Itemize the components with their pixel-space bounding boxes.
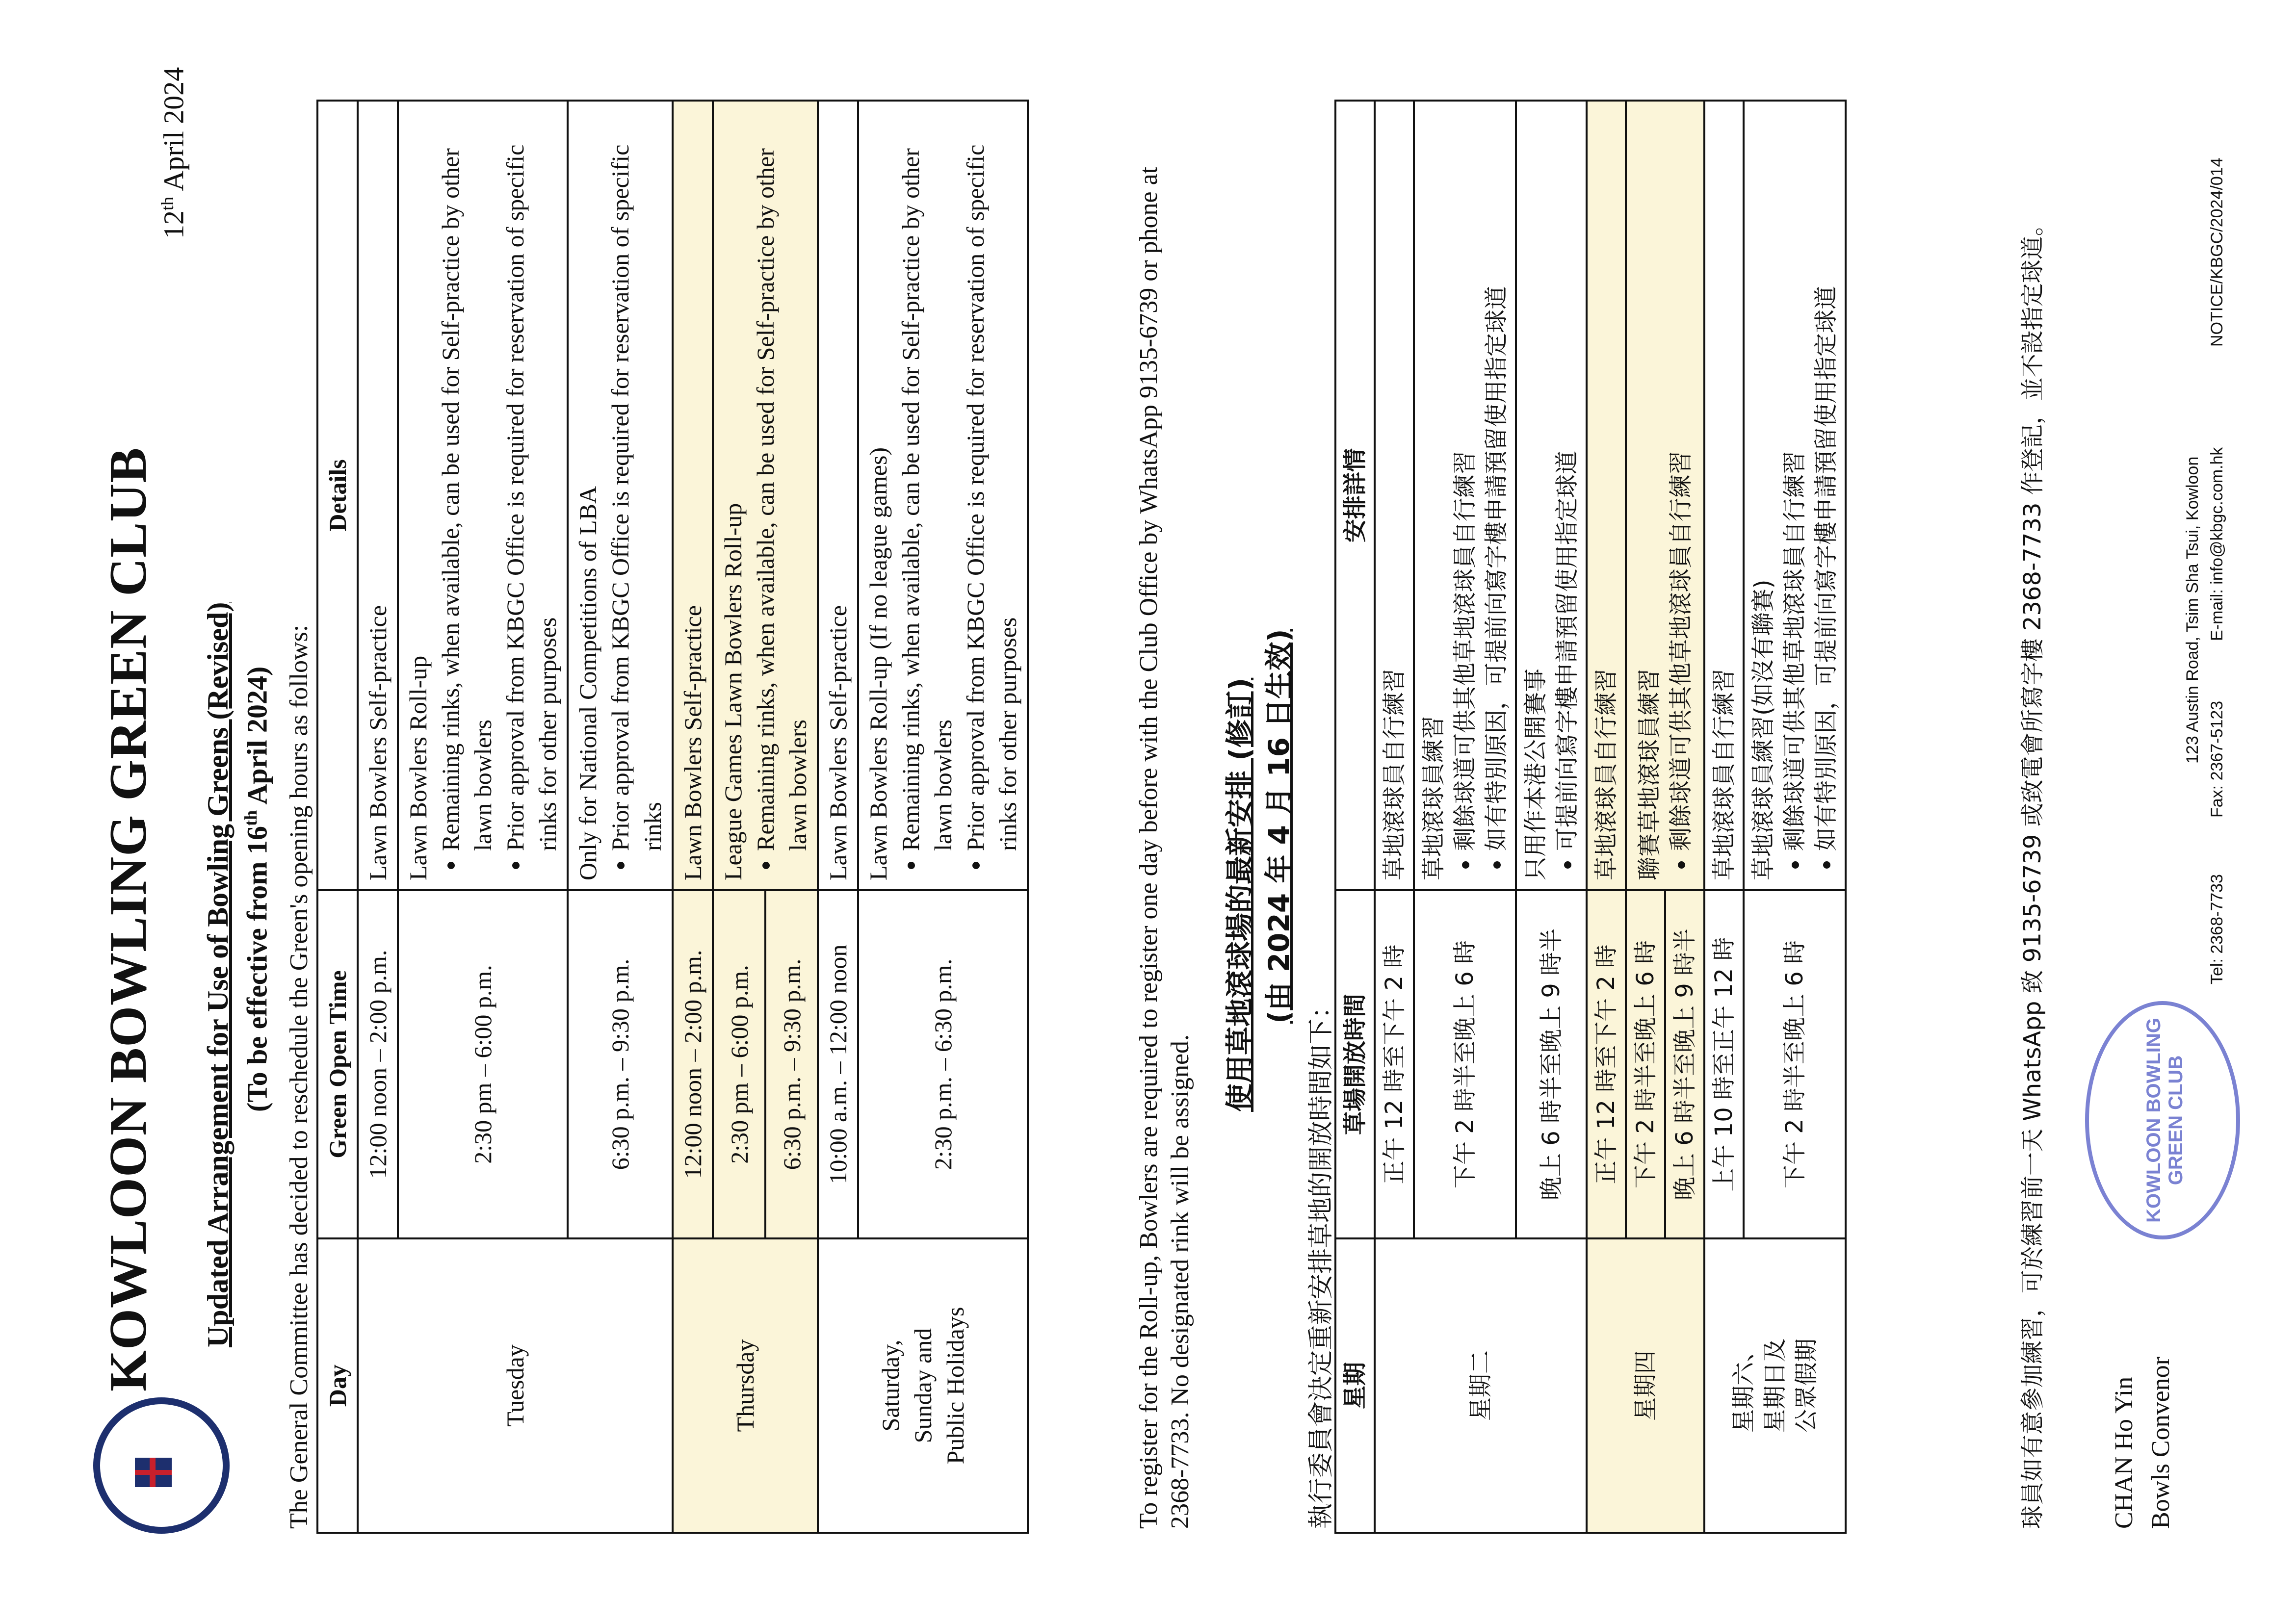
time-cell: 10:00 a.m. – 12:00 noon [818, 890, 858, 1238]
details-title: League Games Lawn Bowlers Roll-up [719, 503, 747, 880]
day-weekend [818, 1238, 1028, 1533]
details-title: Only for National Competitions of LBA [574, 486, 601, 880]
table-row [1704, 101, 1744, 1533]
list-item: • 剩餘球道可供其他草地滾球員自行練習 [1779, 110, 1810, 851]
time-cell: 12:00 noon – 2:00 p.m. [358, 890, 398, 1238]
details-bullets [1779, 110, 1842, 880]
zh-effective: (由 2024 年 4 月 16 日生效) [1262, 629, 1296, 1024]
date-sup: th [157, 196, 177, 210]
footer-fax: Fax: 2367-5123 [2208, 700, 2226, 818]
details-cell [398, 101, 568, 890]
details-title: 草地滾球員練習 [1420, 715, 1447, 880]
date-rest: April 2024 [157, 67, 190, 197]
date-day: 12 [157, 210, 190, 239]
header-day: Day [317, 1238, 358, 1533]
effective-sup: th [241, 810, 261, 826]
table-row [673, 101, 713, 1533]
time-cell: 2:30 pm – 6:00 p.m. [398, 890, 568, 1238]
table-header-row [317, 101, 358, 1533]
details-title: 聯賽草地滾球員練習 [1636, 668, 1663, 880]
time-cell: 2:30 p.m. – 6:30 p.m. [858, 890, 1028, 1238]
details-cell [1744, 101, 1846, 890]
header-details: 安排詳情 [1335, 101, 1375, 890]
list-item: • Remaining rinks, when available, can be used for Self-practice by other lawn bowlers [749, 110, 814, 851]
list-item: • Remaining rinks, when available, can be used for Self-practice by other lawn bowlers [894, 110, 959, 851]
details-title: Lawn Bowlers Roll-up (If no league games) [864, 447, 892, 880]
header-details: Details [317, 101, 358, 890]
list-item: • 如有特別原因，可提前向寫字樓申請預留使用指定球道 [1481, 110, 1512, 851]
time-cell: 下午 2 時半至晚上 6 時 [1414, 890, 1516, 1238]
list-item: • Prior approval from KBGC Office is required for reservation of specific rinks [604, 110, 669, 851]
day-line: 星期六、 [1730, 1339, 1757, 1433]
time-cell: 下午 2 時半至晚上 6 時 [1744, 890, 1846, 1238]
details-cell [713, 101, 818, 890]
details-bullets [1449, 110, 1512, 880]
details-title: 只用作本港公開賽事 [1522, 668, 1549, 880]
list-item: • 剩餘球道可供其他草地滾球員自行練習 [1449, 110, 1481, 851]
details-cell: Lawn Bowlers Self-practice [358, 101, 398, 890]
details-title: Lawn Bowlers Roll-up [404, 655, 432, 880]
day-thursday: 星期四 [1587, 1238, 1704, 1533]
english-schedule-table [316, 100, 1029, 1534]
time-cell: 6:30 p.m. – 9:30 p.m. [568, 890, 673, 1238]
table-row [818, 101, 858, 1533]
details-cell: 草地滾球員自行練習 [1375, 101, 1414, 890]
details-cell: 草地滾球員自行練習 [1587, 101, 1626, 890]
day-line: Sunday and [909, 1328, 937, 1443]
details-cell [1516, 101, 1587, 890]
header-day: 星期 [1335, 1238, 1375, 1533]
list-item: • Prior approval from KBGC Office is required for reservation of specific rinks for other purposes [499, 110, 564, 851]
footer-email: E-mail: info@kbgc.com.hk [2208, 447, 2226, 641]
zh-intro: 執行委員會決定重新安排草地的開放時間如下： [1306, 993, 1336, 1529]
list-item: • Prior approval from KBGC Office is required for reservation of specific rinks for other purposes [959, 110, 1024, 851]
time-cell: 晚上 6 時半至晚上 9 時半 [1665, 890, 1704, 1238]
details-cell [858, 101, 1028, 890]
zh-title: 使用草地滾球場的最新安排 (修訂) [1223, 677, 1256, 1112]
details-bullets [604, 110, 669, 880]
details-bullets [1665, 110, 1696, 880]
list-item: • 剩餘球道可供其他草地滾球員自行練習 [1665, 110, 1696, 851]
footer-notice: NOTICE/KBGC/2024/014 [2208, 157, 2226, 347]
time-cell: 晚上 6 時半至晚上 9 時半 [1516, 890, 1587, 1238]
time-cell: 2:30 pm – 6:00 p.m. [713, 890, 765, 1238]
effective-post: April 2024) [241, 666, 273, 810]
time-cell: 正午 12 時至下午 2 時 [1587, 890, 1626, 1238]
day-line: Saturday, [877, 1339, 904, 1432]
notice-date [157, 3, 190, 239]
day-line: 星期日及 [1761, 1339, 1789, 1433]
day-weekend [1704, 1238, 1846, 1533]
subtitle: Updated Arrangement for Use of Bowling Greens (Revised) [202, 602, 234, 1347]
details-cell: 草地滾球員自行練習 [1704, 101, 1744, 890]
stamp-text: KOWLOON BOWLING GREEN CLUB [2143, 1018, 2187, 1223]
header-time: Green Open Time [317, 890, 358, 1238]
day-thursday: Thursday [673, 1238, 818, 1533]
effective-date [240, 474, 273, 1112]
details-cell [1414, 101, 1516, 890]
signature-role: Bowls Convenor [2147, 1357, 2175, 1529]
time-cell: 下午 2 時半至晚上 6 時 [1626, 890, 1665, 1238]
chinese-schedule-table [1334, 100, 1847, 1534]
club-stamp [2085, 1001, 2240, 1239]
details-bullets [749, 110, 814, 880]
intro-text: The General Committee has decided to reschedule the Green's opening hours as follows: [285, 624, 313, 1529]
details-cell [568, 101, 673, 890]
details-bullets [894, 110, 1024, 880]
day-line: Public Holidays [941, 1307, 969, 1465]
list-item: • 如有特別原因，可提前向寫字樓申請預留使用指定球道 [1810, 110, 1842, 851]
day-tuesday: Tuesday [358, 1238, 673, 1533]
list-item: • 可提前向寫字樓申請預留使用指定球道 [1551, 110, 1583, 851]
details-title: 草地滾球員練習(如沒有聯賽) [1749, 579, 1777, 880]
day-tuesday: 星期二 [1375, 1238, 1587, 1533]
table-row [1587, 101, 1626, 1533]
list-item: • Remaining rinks, when available, can be used for Self-practice by other lawn bowlers [434, 110, 499, 851]
table-row [1375, 101, 1414, 1533]
details-bullets [434, 110, 564, 880]
register-note: To register for the Roll-up, Bowlers are required to register one day before with the Club Office by WhatsApp 9135-6739 or phone at 2368-7733. No designated rink will be assigned. [1135, 166, 1194, 1529]
table-header-row [1335, 101, 1375, 1533]
header-time: 草場開放時間 [1335, 890, 1375, 1238]
time-cell: 正午 12 時至下午 2 時 [1375, 890, 1414, 1238]
footer-address: 123 Austin Road, Tsim Sha Tsui, Kowloon [2183, 456, 2202, 764]
club-logo [93, 1397, 230, 1534]
footer-tel: Tel: 2368-7733 [2208, 874, 2226, 984]
zh-register-note: 球員如有意參加練習，可於練習前一天 WhatsApp 致 9135-6739 或致電會所寫字樓 2368-7733 作登記，並不設指定球道。 [2019, 212, 2046, 1529]
details-bullets [1551, 110, 1583, 880]
details-cell: Lawn Bowlers Self-practice [818, 101, 858, 890]
time-cell: 6:30 p.m. – 9:30 p.m. [765, 890, 818, 1238]
effective-pre: (To be effective from 16 [241, 825, 273, 1112]
page-title: KOWLOON BOWLING GREEN CLUB [99, 447, 157, 1391]
table-row [358, 101, 398, 1533]
crest-icon [93, 1411, 216, 1534]
signature-name: CHAN Ho Yin [2110, 1376, 2138, 1529]
time-cell: 上午 10 時至正午 12 時 [1704, 890, 1744, 1238]
time-cell: 12:00 noon – 2:00 p.m. [673, 890, 713, 1238]
details-cell: Lawn Bowlers Self-practice [673, 101, 713, 890]
day-line: 公眾假期 [1793, 1339, 1820, 1433]
details-cell [1626, 101, 1704, 890]
